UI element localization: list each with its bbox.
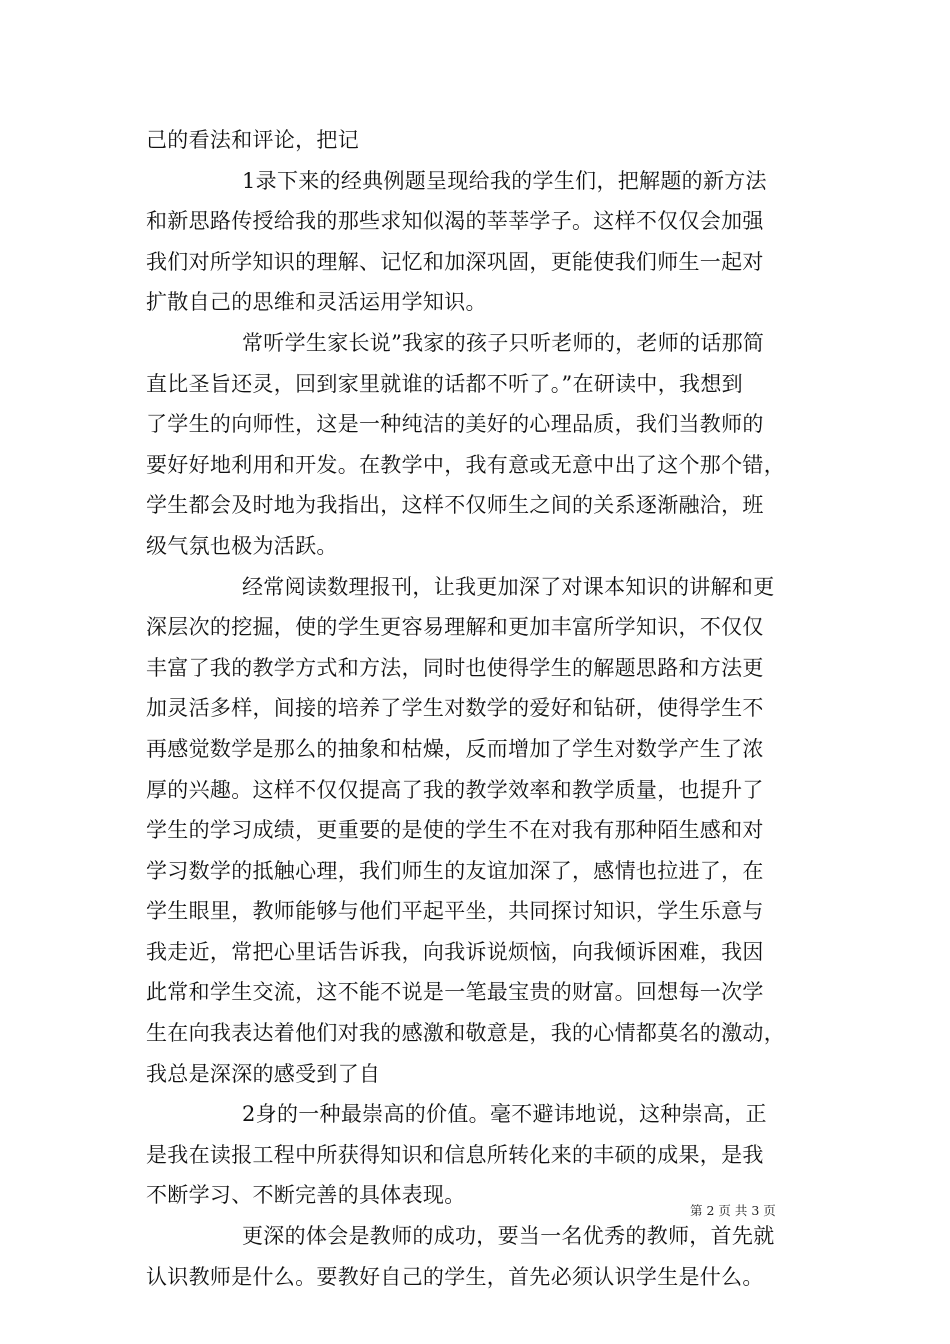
text-line: 学生眼里，教师能够与他们平起平坐，共同探讨知识，学生乐意与: [146, 899, 764, 924]
text-line: 我们对所学知识的理解、记忆和加深巩固，更能使我们师生一起对: [146, 249, 764, 274]
text-line: 再感觉数学是那么的抽象和枯燥，反而增加了学生对数学产生了浓: [146, 736, 764, 761]
text-line: 学习数学的抵触心理，我们师生的友谊加深了，感情也拉进了，在: [146, 858, 764, 883]
text-line: 我走近，常把心里话告诉我，向我诉说烦恼，向我倾诉困难，我因: [146, 939, 764, 964]
text-line: 直比圣旨还灵，回到家里就谁的话都不听了。”在研读中，我想到: [146, 371, 743, 396]
text-line: 己的看法和评论，把记: [146, 128, 359, 152]
text-line: 和新思路传授给我的那些求知似渴的莘莘学子。这样不仅仅会加强: [146, 209, 764, 234]
text-line: 生在向我表达着他们对我的感激和敬意是，我的心情都莫名的激动，: [146, 1021, 785, 1046]
text-line: 学生的学习成绩，更重要的是使的学生不在对我有那种陌生感和对: [146, 818, 764, 843]
text-line: 级气氛也极为活跃。: [146, 533, 338, 558]
text-line: 此常和学生交流，这不能不说是一笔最宝贵的财富。回想每一次学: [146, 980, 764, 1005]
text-line: 2身的一种最崇高的价值。毫不避讳地说，这种崇高，正: [242, 1102, 767, 1127]
text-line: 不断学习、不断完善的具体表现。: [146, 1183, 466, 1208]
text-line: 深层次的挖掘，使的学生更容易理解和更加丰富所学知识，不仅仅: [146, 615, 764, 640]
text-line: 常听学生家长说”我家的孩子只听老师的，老师的话那简: [242, 330, 765, 355]
body-text: [146, 120, 810, 1297]
text-line: 1录下来的经典例题呈现给我的学生们，把解题的新方法: [242, 168, 767, 193]
text-line: 更深的体会是教师的成功，要当一名优秀的教师，首先就: [242, 1224, 775, 1249]
text-line: 丰富了我的教学方式和方法，同时也使得学生的解题思路和方法更: [146, 655, 764, 680]
text-line: 认识教师是什么。要教好自己的学生，首先必须认识学生是什么。: [146, 1264, 764, 1289]
text-line: 我总是深深的感受到了自: [146, 1061, 381, 1086]
text-line: 是我在读报工程中所获得知识和信息所转化来的丰硕的成果，是我: [146, 1142, 764, 1167]
text-line: 经常阅读数理报刊，让我更加深了对课本知识的讲解和更: [242, 574, 775, 599]
text-line: 扩散自己的思维和灵活运用学知识。: [146, 290, 487, 315]
text-line: 要好好地利用和开发。在教学中，我有意或无意中出了这个那个错，: [146, 452, 785, 477]
page-footer: 第 2 页 共 3 页: [690, 1203, 776, 1218]
text-line: 厚的兴趣。这样不仅仅提高了我的教学效率和教学质量，也提升了: [146, 777, 764, 802]
text-line: 了学生的向师性，这是一种纯洁的美好的心理品质，我们当教师的: [146, 412, 764, 437]
text-line: 学生都会及时地为我指出，这样不仅师生之间的关系逐渐融洽，班: [146, 493, 764, 518]
text-line: 加灵活多样，间接的培养了学生对数学的爱好和钻研，使得学生不: [146, 696, 764, 721]
